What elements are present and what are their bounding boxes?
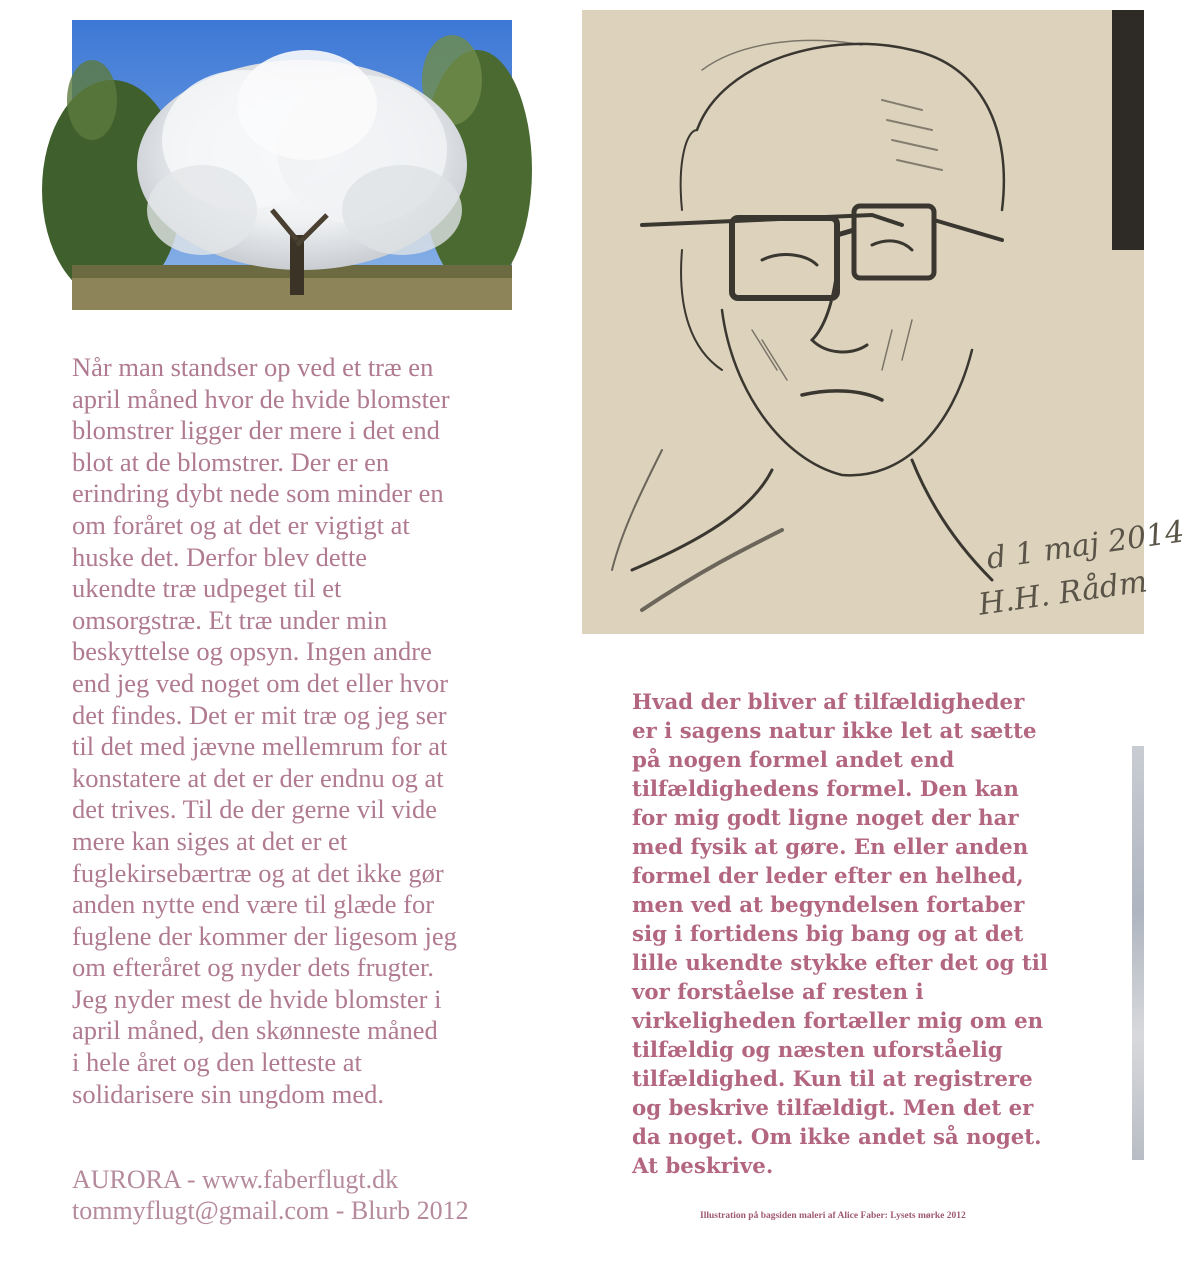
left-paragraph-line: ukendte træ udpeget til et [72, 573, 342, 604]
blossoming-tree-photo [72, 20, 512, 310]
right-paragraph-line: virkeligheden fortæller mig om en [632, 1009, 1044, 1034]
right-paragraph-line: med fysik at gøre. En eller anden [632, 835, 1029, 860]
email-line[interactable]: tommyflugt@gmail.com - Blurb 2012 [72, 1196, 469, 1225]
right-paragraph-line: tilfældighedens formel. Den kan [632, 777, 1019, 802]
left-paragraph [72, 352, 522, 1110]
left-paragraph-line: fuglene der kommer der ligesom jeg [72, 920, 457, 951]
right-paragraph [632, 688, 1102, 1181]
right-paragraph-line: formel der leder efter en helhed, [632, 864, 1024, 889]
left-paragraph-line: blomstrer ligger der mere i det end [72, 415, 440, 446]
left-paragraph-line: erindring dybt nede som minder en [72, 478, 444, 509]
left-paragraph-line: april måned, den skønneste måned [72, 1015, 438, 1046]
website-line[interactable]: AURORA - www.faberflugt.dk [72, 1165, 399, 1194]
right-paragraph-line: tilfældighed. Kun til at registrere [632, 1067, 1033, 1092]
left-paragraph-line: omsorgstræ. Et træ under min [72, 604, 388, 635]
right-paragraph-line: men ved at begyndelsen fortaber [632, 893, 1025, 918]
right-paragraph-line: tilfældig og næsten uforståelig [632, 1038, 1003, 1063]
right-paragraph-line: Hvad der bliver af tilfældigheder [632, 690, 1025, 715]
left-paragraph-line: om efteråret og nyder dets frugter. [72, 952, 435, 983]
right-paragraph-line: og beskrive tilfældigt. Men det er [632, 1096, 1034, 1121]
right-paragraph-line: er i sagens natur ikke let at sætte [632, 719, 1037, 744]
left-paragraph-line: Når man standser op ved et træ en [72, 352, 434, 382]
sketch-name-signature: H.H. Rådm [976, 564, 1150, 623]
left-paragraph-line: mere kan siges at det er et [72, 825, 348, 856]
left-paragraph-line: konstatere at det er der endnu og at [72, 762, 444, 793]
right-paragraph-line: for mig godt ligne noget der har [632, 806, 1019, 831]
right-paragraph-line: på nogen formel andet end [632, 748, 955, 773]
left-paragraph-line: om foråret og at det er vigtigt at [72, 509, 410, 540]
left-paragraph-line: fuglekirsebærtræ og at det ikke gør [72, 857, 444, 888]
right-paragraph-line: vor forståelse af resten i [632, 980, 924, 1005]
left-paragraph-line: april måned hvor de hvide blomster [72, 383, 450, 414]
left-paragraph-line: end jeg ved noget om det eller hvor [72, 667, 449, 698]
left-paragraph-line: anden nytte end være til glæde for [72, 889, 435, 920]
left-paragraph-line: det findes. Det er mit træ og jeg ser [72, 699, 447, 730]
edge-image-strip [1132, 746, 1144, 1160]
left-paragraph-line: Jeg nyder mest de hvide blomster i [72, 983, 442, 1014]
portrait-sketch [582, 10, 1186, 634]
right-paragraph-line: At beskrive. [632, 1154, 774, 1179]
left-paragraph-line: i hele året og den letteste at [72, 1047, 362, 1078]
right-paragraph-line: sig i fortidens big bang og at det [632, 922, 1024, 947]
right-paragraph-line: lille ukendte stykke efter det og til [632, 951, 1048, 976]
left-paragraph-line: huske det. Derfor blev dette [72, 541, 368, 572]
left-paragraph-line: blot at de blomstrer. Der er en [72, 446, 390, 477]
right-paragraph-line: da noget. Om ikke andet så noget. [632, 1125, 1042, 1150]
left-paragraph-line: det trives. Til de der gerne vil vide [72, 794, 438, 825]
left-paragraph-line: solidarisere sin ungdom med. [72, 1078, 385, 1109]
left-paragraph-line: til det med jævne mellemrum for at [72, 731, 448, 762]
left-paragraph-line: beskyttelse og opsyn. Ingen andre [72, 636, 432, 667]
publisher-footer [72, 1164, 552, 1226]
illustration-caption: Illustration på bagsiden maleri af Alice Faber: Lysets mørke 2012 [700, 1211, 966, 1221]
sketch-date-signature: d 1 maj 2014 [984, 514, 1186, 577]
